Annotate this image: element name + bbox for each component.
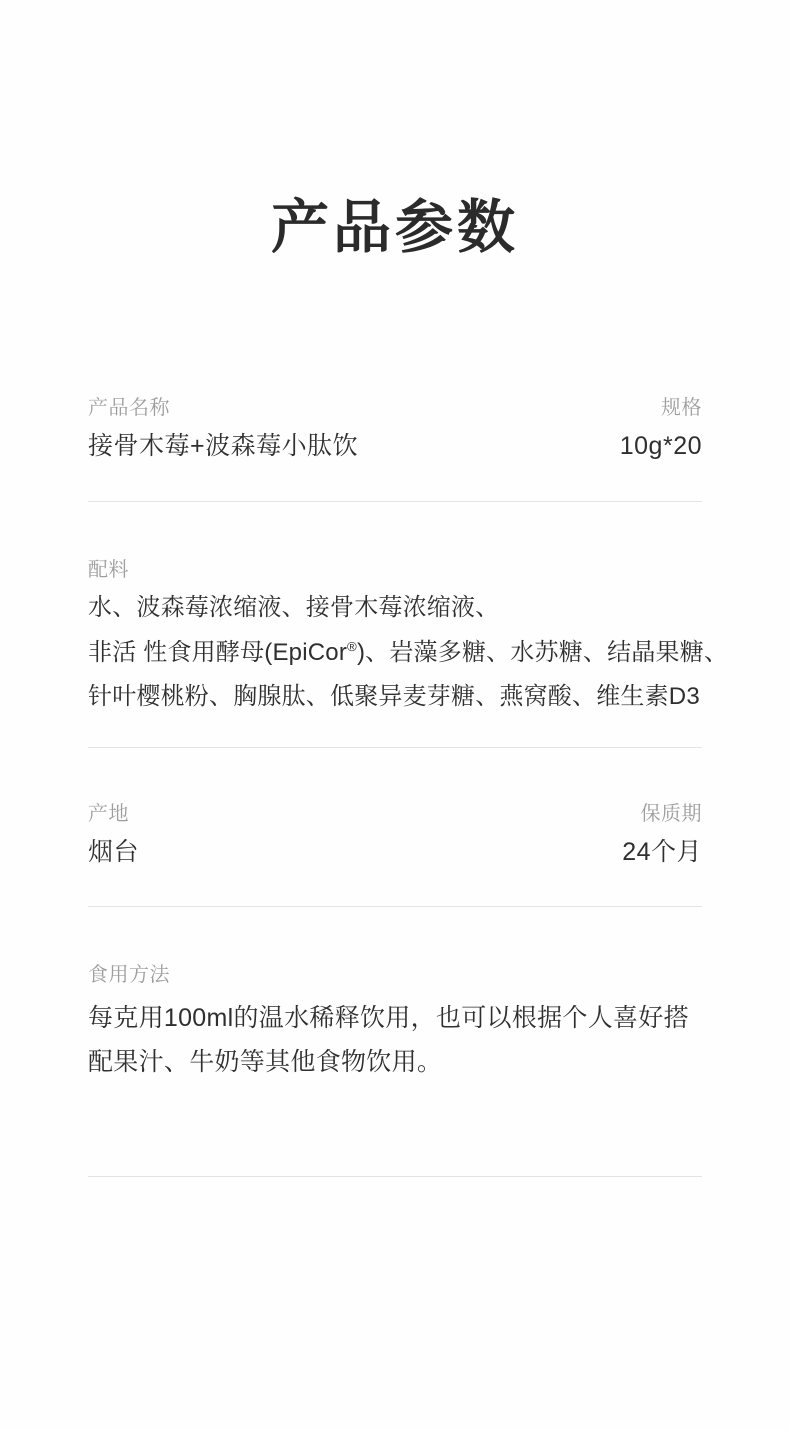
- labels-row: [88, 798, 702, 830]
- spec-section-origin: [88, 748, 702, 906]
- spec-section-ingredients: [88, 502, 729, 747]
- origin-value: 烟台: [88, 838, 140, 867]
- spec-value: 10g*20: [619, 431, 702, 460]
- ingredients-label: 配料: [88, 559, 129, 582]
- shelf-life-value: 24个月: [622, 838, 702, 867]
- values-row: [88, 834, 702, 872]
- page-title: 产品参数: [270, 195, 519, 260]
- usage-text: 每克用100ml的温水稀释饮用，也可以根据个人喜好搭配果汁、牛奶等其他食物饮用。: [88, 1003, 689, 1076]
- spec-section-product-name: [88, 392, 702, 502]
- spec-label: 规格: [661, 396, 702, 419]
- values-row: [88, 428, 702, 466]
- ingredients-line-1: 水、波森莓浓缩液、接骨木莓浓缩液、: [88, 594, 500, 622]
- spec-list: [0, 392, 790, 1178]
- ingredients-line-3: 针叶樱桃粉、胸腺肽、低聚异麦芽糖、燕窝酸、维生素D3: [88, 683, 700, 711]
- spec-section-usage: [88, 907, 702, 1177]
- usage-label: 食用方法: [88, 963, 170, 986]
- product-name-label: 产品名称: [88, 396, 170, 419]
- ingredients-line-2: 非活 性食用酵母(EpiCor®)、岩藻多糖、水苏糖、结晶果糖、: [88, 638, 729, 666]
- divider-4: [88, 1176, 702, 1177]
- product-name-value: 接骨木莓+波森莓小肽饮: [88, 431, 359, 460]
- origin-label: 产地: [88, 803, 129, 826]
- labels-row: [88, 392, 702, 424]
- shelf-life-label: 保质期: [640, 803, 702, 826]
